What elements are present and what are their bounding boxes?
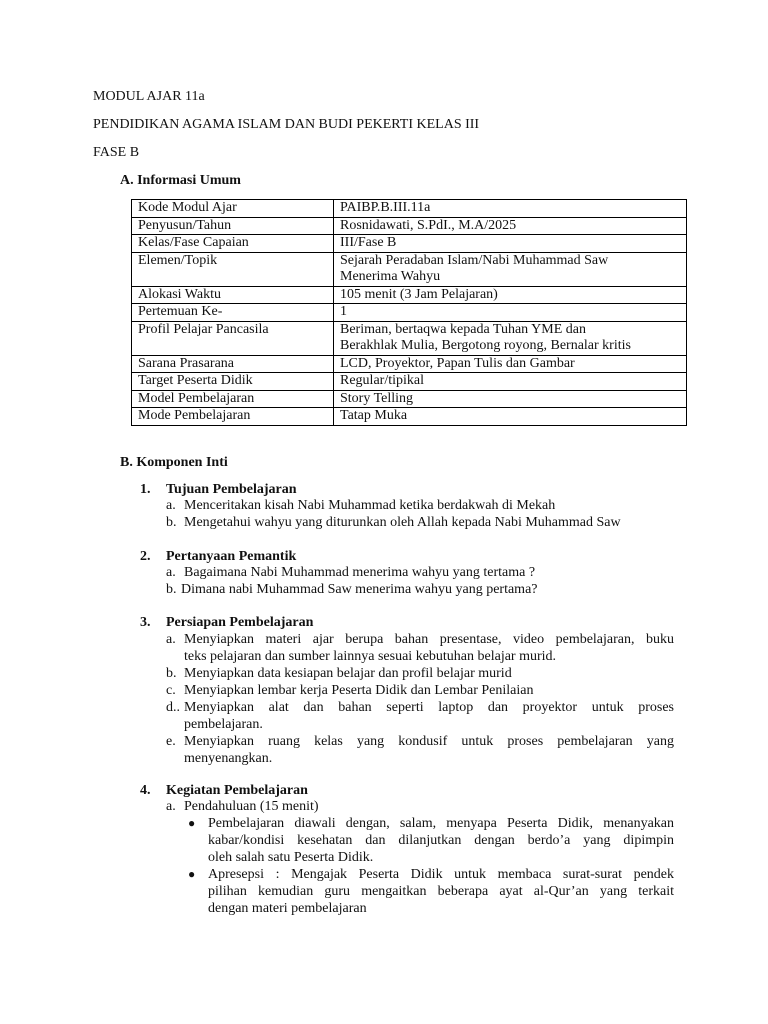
persiapan-title: Persiapan Pembelajaran bbox=[166, 615, 314, 630]
persiapan-item-b-marker: b. bbox=[166, 666, 177, 681]
info-key: Alokasi Waktu bbox=[132, 286, 334, 304]
pendahuluan-bullet-1-line-2: kabar/kondisi kesehatan dan dilanjutkan dengan berdo’a yang dipimpin bbox=[208, 833, 674, 848]
bullet-icon: ● bbox=[188, 816, 196, 830]
info-value bbox=[334, 252, 687, 286]
tujuan-item-a-marker: a. bbox=[166, 498, 176, 513]
persiapan-item-d-line-2: pembelajaran. bbox=[184, 717, 263, 732]
info-row bbox=[132, 304, 687, 322]
persiapan-item-e-line-2: menyenangkan. bbox=[184, 751, 273, 766]
info-value-line: 1 bbox=[340, 304, 347, 319]
subject-title: PENDIDIKAN AGAMA ISLAM DAN BUDI PEKERTI KELAS III bbox=[93, 117, 480, 132]
tujuan-number: 1. bbox=[140, 482, 151, 497]
info-value bbox=[334, 200, 687, 218]
info-value-line: Berakhlak Mulia, Bergotong royong, Bernalar kritis bbox=[340, 338, 631, 353]
pertanyaan-item-b-marker: b. bbox=[166, 582, 177, 597]
pendahuluan-bullet-2-line-1: Apresepsi : Mengajak Peserta Didik untuk membaca surat-surat pendek bbox=[208, 867, 674, 882]
pertanyaan-title: Pertanyaan Pemantik bbox=[166, 549, 297, 564]
pendahuluan-bullet-2-line-2: pilihan kemudian guru mengaitkan beberapa ayat al-Qur’an yang terkait bbox=[208, 884, 674, 899]
info-value bbox=[334, 408, 687, 426]
info-value bbox=[334, 304, 687, 322]
pertanyaan-item-a: Bagaimana Nabi Muhammad menerima wahyu yang tertama ? bbox=[184, 565, 536, 580]
info-row bbox=[132, 235, 687, 253]
info-value-line: Story Telling bbox=[340, 390, 414, 406]
persiapan-item-d-line-1: Menyiapkan alat dan bahan seperti laptop dan proyektor untuk proses bbox=[184, 700, 674, 715]
kegiatan-number: 4. bbox=[140, 783, 151, 798]
info-value bbox=[334, 373, 687, 391]
persiapan-item-e-line-1: Menyiapkan ruang kelas yang kondusif untuk proses pembelajaran yang bbox=[184, 734, 674, 749]
section-b-heading: B. Komponen Inti bbox=[120, 455, 228, 470]
persiapan-item-c-marker: c. bbox=[166, 683, 176, 698]
info-value bbox=[334, 390, 687, 408]
persiapan-item-a-line-2: teks pelajaran dan sumber lainnya sesuai kebutuhan belajar murid. bbox=[184, 649, 557, 664]
section-a-heading: A. Informasi Umum bbox=[120, 173, 241, 188]
info-value-line: Menerima Wahyu bbox=[340, 269, 441, 284]
persiapan-item-a-line-1: Menyiapkan materi ajar berupa bahan presentase, video pembelajaran, buku bbox=[184, 632, 674, 647]
pendahuluan-bullet-1-line-1: Pembelajaran diawali dengan, salam, menyapa Peserta Didik, menanyakan bbox=[208, 816, 674, 831]
info-value bbox=[334, 235, 687, 253]
tujuan-item-b-marker: b. bbox=[166, 515, 177, 530]
info-row bbox=[132, 217, 687, 235]
info-row bbox=[132, 252, 687, 286]
info-row bbox=[132, 408, 687, 426]
info-key: Model Pembelajaran bbox=[132, 390, 334, 408]
phase-label: FASE B bbox=[93, 145, 140, 160]
kegiatan-title: Kegiatan Pembelajaran bbox=[166, 783, 308, 798]
info-value bbox=[334, 355, 687, 373]
info-row bbox=[132, 355, 687, 373]
bullet-icon: ● bbox=[188, 867, 196, 881]
info-value bbox=[334, 217, 687, 235]
persiapan-item-d-marker: d.. bbox=[166, 700, 180, 715]
info-key: Sarana Prasarana bbox=[132, 355, 334, 373]
module-title: MODUL AJAR 11a bbox=[93, 89, 205, 104]
info-value-line: Sejarah Peradaban Islam/Nabi Muhammad Saw bbox=[340, 252, 609, 268]
persiapan-item-c: Menyiapkan lembar kerja Peserta Didik dan Lembar Penilaian bbox=[184, 683, 534, 698]
persiapan-item-e-marker: e. bbox=[166, 734, 176, 749]
info-row bbox=[132, 390, 687, 408]
info-value-line: PAIBP.B.III.11a bbox=[340, 200, 431, 215]
info-value-line: Beriman, bertaqwa kepada Tuhan YME dan bbox=[340, 321, 586, 337]
general-info-table bbox=[131, 199, 687, 426]
info-value bbox=[334, 321, 687, 355]
pertanyaan-item-a-marker: a. bbox=[166, 565, 176, 580]
kegiatan-sub-title: Pendahuluan (15 menit) bbox=[184, 799, 319, 814]
info-value-line: Tatap Muka bbox=[340, 408, 408, 423]
pertanyaan-item-b: Dimana nabi Muhammad Saw menerima wahyu yang pertama? bbox=[181, 582, 538, 597]
info-key: Target Peserta Didik bbox=[132, 373, 334, 391]
info-value-line: Rosnidawati, S.PdI., M.A/2025 bbox=[340, 217, 517, 233]
info-row bbox=[132, 286, 687, 304]
persiapan-number: 3. bbox=[140, 615, 151, 630]
tujuan-item-a: Menceritakan kisah Nabi Muhammad ketika berdakwah di Mekah bbox=[184, 498, 556, 513]
pendahuluan-bullet-2-line-3: dengan materi pembelajaran bbox=[208, 901, 367, 916]
info-key: Kelas/Fase Capaian bbox=[132, 235, 334, 253]
info-row bbox=[132, 373, 687, 391]
info-value-line: III/Fase B bbox=[340, 235, 397, 250]
info-value bbox=[334, 286, 687, 304]
persiapan-item-b: Menyiapkan data kesiapan belajar dan profil belajar murid bbox=[184, 666, 512, 681]
info-key: Mode Pembelajaran bbox=[132, 408, 334, 426]
pendahuluan-bullet-1-line-3: oleh salah satu Peserta Didik. bbox=[208, 850, 374, 865]
kegiatan-sub-marker: a. bbox=[166, 799, 176, 814]
info-row bbox=[132, 321, 687, 355]
info-key: Profil Pelajar Pancasila bbox=[132, 321, 334, 355]
info-row bbox=[132, 200, 687, 218]
tujuan-title: Tujuan Pembelajaran bbox=[166, 482, 297, 497]
info-key: Pertemuan Ke- bbox=[132, 304, 334, 322]
info-value-line: LCD, Proyektor, Papan Tulis dan Gambar bbox=[340, 355, 575, 371]
info-key: Penyusun/Tahun bbox=[132, 217, 334, 235]
tujuan-item-b: Mengetahui wahyu yang diturunkan oleh Allah kepada Nabi Muhammad Saw bbox=[184, 515, 621, 530]
info-value-line: Regular/tipikal bbox=[340, 373, 424, 388]
info-key: Kode Modul Ajar bbox=[132, 200, 334, 218]
pertanyaan-number: 2. bbox=[140, 549, 151, 564]
info-value-line: 105 menit (3 Jam Pelajaran) bbox=[340, 286, 498, 302]
persiapan-item-a-marker: a. bbox=[166, 632, 176, 647]
info-key: Elemen/Topik bbox=[132, 252, 334, 286]
